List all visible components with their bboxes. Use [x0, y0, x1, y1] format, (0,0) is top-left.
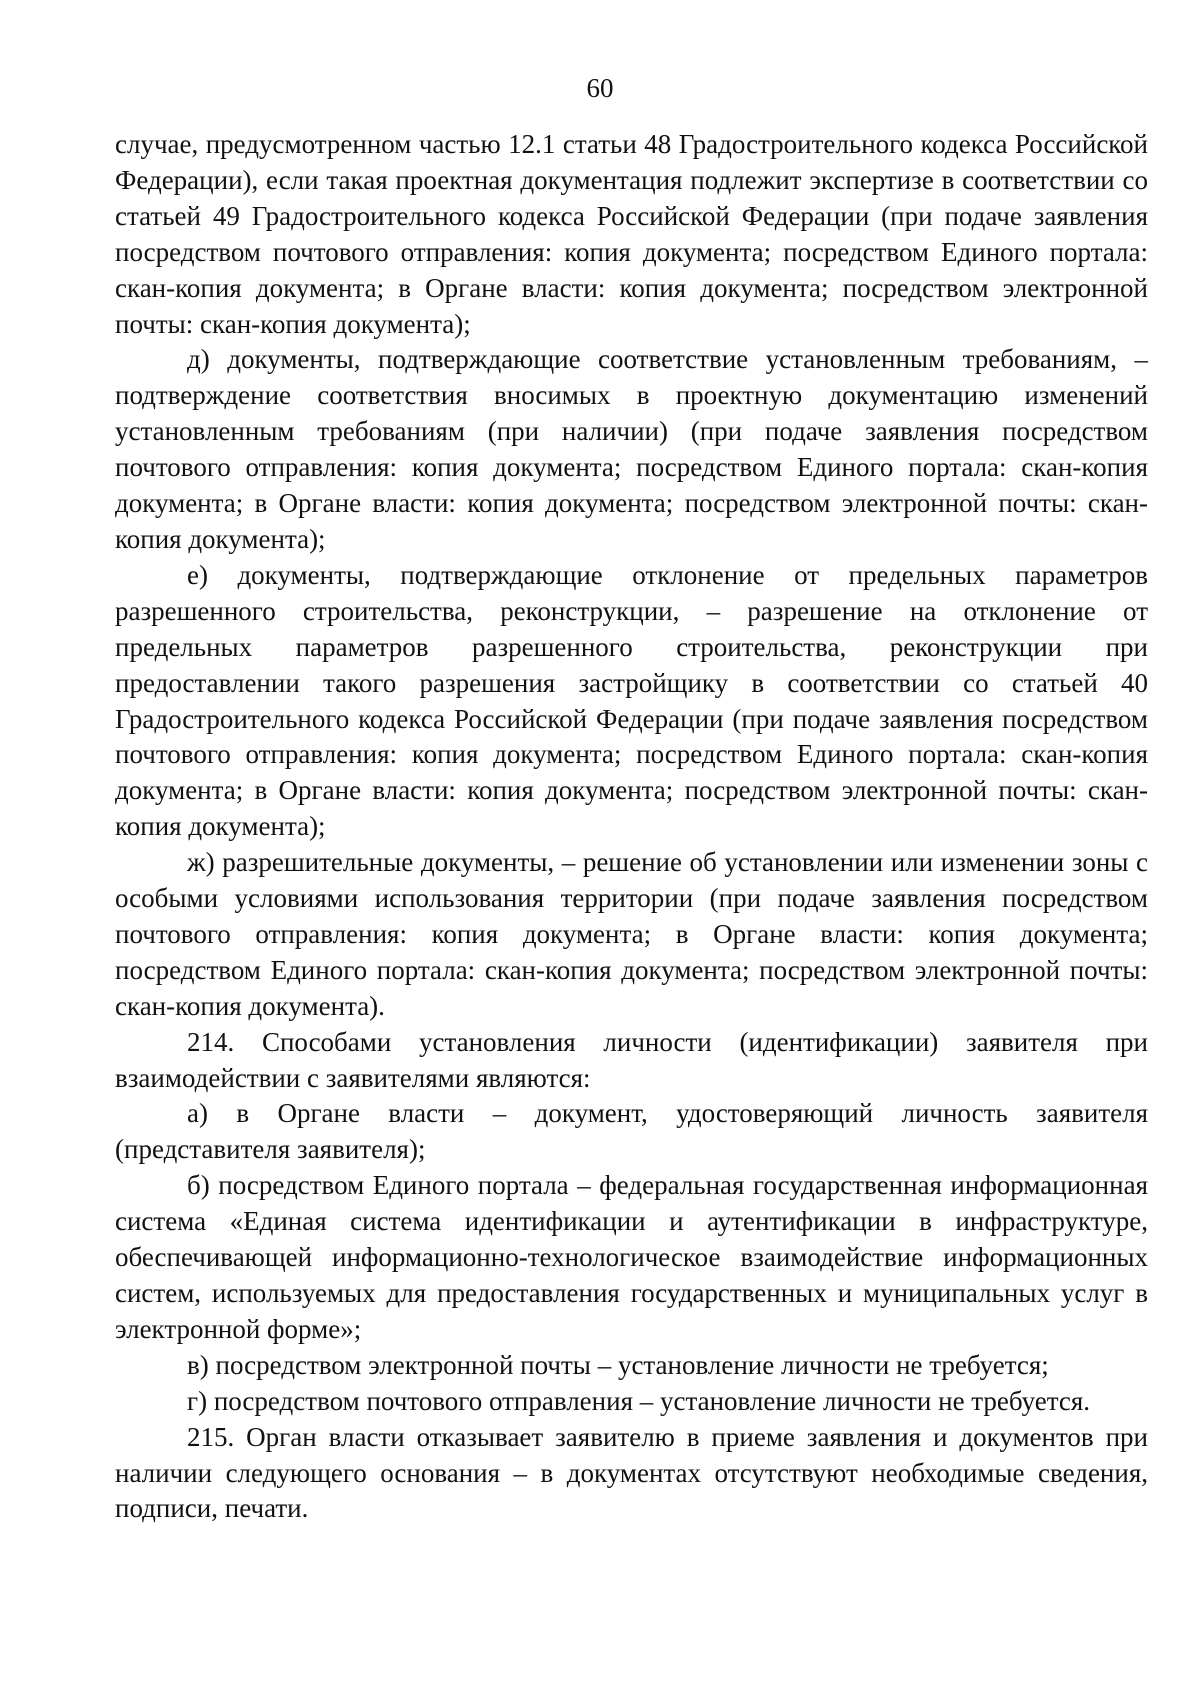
paragraph-continuation: случае, предусмотренном частью 12.1 статьи 48 Градостроительного кодекса Российской Федерации), если такая проектная документация подлежит экспертизе в соответствии со статьей 49 Градостроительного кодекса Российской Федерации (при подаче заявления посредством почтового отправления: копия документа; посредством Единого портала: скан-копия документа; в Органе власти: копия документа; посредством электронной почты: скан-копия документа);	[115, 129, 1148, 339]
paragraph-clause-214: 214. Способами установления личности (идентификации) заявителя при взаимодействии с заявителями являются:	[115, 1026, 1148, 1093]
document-body	[115, 127, 1148, 1527]
paragraph-clause-215: 215. Орган власти отказывает заявителю в приеме заявления и документов при наличии следующего основания – в документах отсутствуют необходимые сведения, подписи, печати.	[115, 1421, 1148, 1524]
paragraph-item-a: а) в Органе власти – документ, удостоверяющий личность заявителя (представителя заявителя);	[115, 1098, 1148, 1165]
paragraph-item-d: д) документы, подтверждающие соответствие установленным требованиям, – подтверждение соответствия вносимых в проектную документацию изменений установленным требованиям (при наличии) (при подаче заявления посредством почтового отправления: копия документа; посредством Единого портала: скан-копия документа; в Органе власти: копия документа; посредством электронной почты: скан-копия документа);	[115, 344, 1148, 554]
paragraph-item-e: е) документы, подтверждающие отклонение от предельных параметров разрешенного строительства, реконструкции, – разрешение на отклонение от предельных параметров разрешенного строительства, реконструкции при предоставлении такого разрешения застройщику в соответствии со статьей 40 Градостроительного кодекса Российской Федерации (при подаче заявления посредством почтового отправления: копия документа; посредством Единого портала: скан-копия документа; в Органе власти: копия документа; посредством электронной почты: скан-копия документа);	[115, 559, 1148, 842]
paragraph-item-g: г) посредством почтового отправления – установление личности не требуется.	[187, 1385, 1091, 1416]
paragraph-item-v: в) посредством электронной почты – установление личности не требуется;	[187, 1349, 1049, 1380]
paragraph-item-b: б) посредством Единого портала – федеральная государственная информационная система «Единая система идентификации и аутентификации в инфраструктуре, обеспечивающей информационно-технологическое взаимодействие информационных систем, используемых для предоставления государственных и муниципальных услуг в электронной форме»;	[115, 1170, 1148, 1344]
page-number: 60	[586, 73, 614, 103]
paragraph-item-zh: ж) разрешительные документы, – решение об установлении или изменении зоны с особыми условиями использования территории (при подаче заявления посредством почтового отправления: копия документа; в Органе власти: копия документа; посредством Единого портала: скан-копия документа; посредством электронной почты: скан-копия документа).	[115, 847, 1148, 1021]
